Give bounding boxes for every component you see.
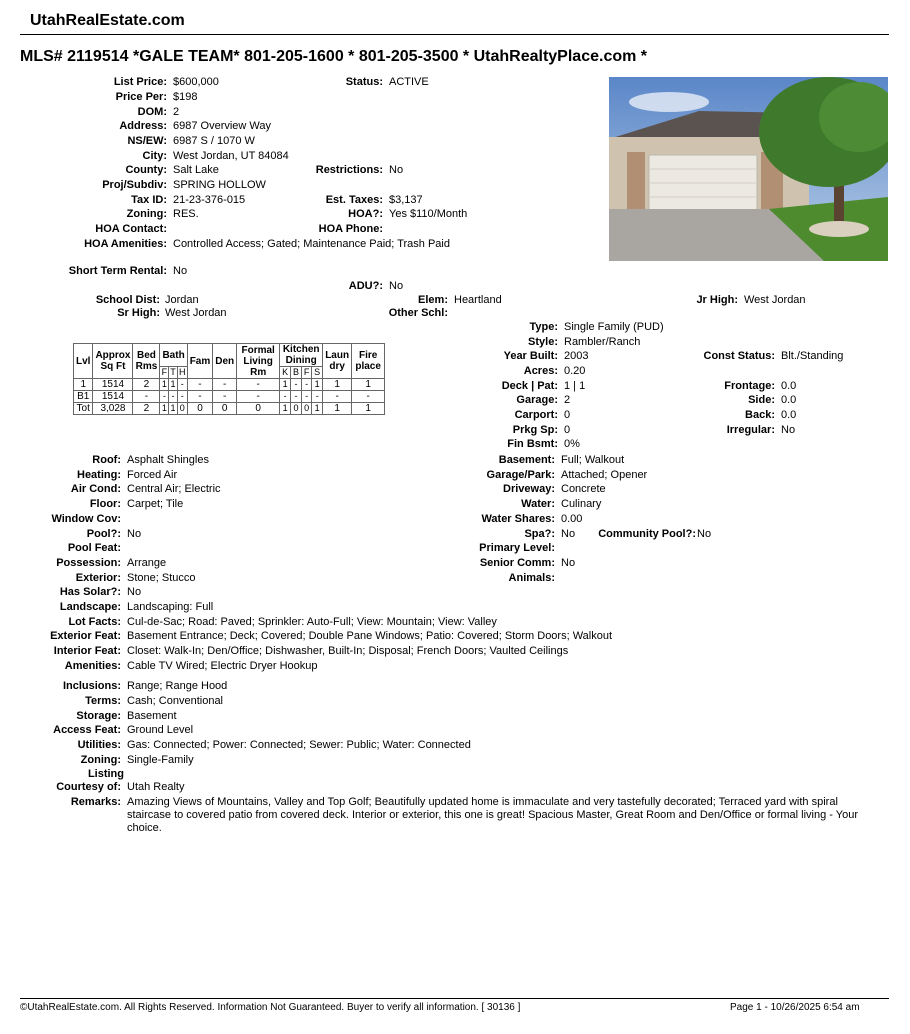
label-deck: Deck | Pat: (501, 380, 558, 392)
sub-kitchen-b: B (291, 367, 302, 379)
label-senior: Senior Comm: (479, 557, 555, 569)
cell: - (187, 391, 213, 403)
value-irregular: No (781, 424, 796, 436)
label-elem: Elem: (418, 294, 448, 306)
label-primary-level: Primary Level: (479, 542, 555, 554)
cell: 1 (352, 379, 385, 391)
cell: - (280, 391, 291, 403)
value-garage-park: Attached; Opener (561, 469, 648, 481)
value-lot-facts: Cul-de-Sac; Road: Paved; Sprinkler: Auto-Full; View: Mountain; View: Valley (127, 616, 497, 628)
label-const-status: Const Status: (703, 350, 775, 362)
label-solar: Has Solar?: (59, 586, 121, 598)
value-frontage: 0.0 (781, 380, 797, 392)
cell: 1514 (93, 379, 133, 391)
value-adu: No (389, 280, 404, 292)
label-jr-high: Jr High: (696, 294, 738, 306)
label-water-shares: Water Shares: (481, 513, 555, 525)
cell: 3,028 (93, 403, 133, 415)
label-list-price: List Price: (113, 76, 167, 88)
label-carport: Carport: (514, 409, 558, 421)
cell: - (133, 391, 160, 403)
cell: 1 (74, 379, 93, 391)
label-utilities: Utilities: (77, 739, 121, 751)
value-nsew: 6987 S / 1070 W (173, 135, 255, 147)
value-prkg: 0 (564, 424, 571, 436)
value-water-shares: 0.00 (561, 513, 583, 525)
label-water: Water: (521, 498, 555, 510)
col-den: Den (213, 344, 237, 379)
house-photo-illustration (609, 77, 888, 261)
label-air-cond: Air Cond: (70, 483, 121, 495)
value-utilities: Gas: Connected; Power: Connected; Sewer: Public; Water: Connected (127, 739, 471, 751)
value-address: 6987 Overview Way (173, 120, 272, 132)
value-est-taxes: $3,137 (389, 194, 423, 206)
col-bed: Bed Rms (133, 344, 160, 379)
label-pool-feat: Pool Feat: (67, 542, 121, 554)
label-year-built: Year Built: (503, 350, 558, 362)
cell: - (352, 391, 385, 403)
value-air-cond: Central Air; Electric (127, 483, 221, 495)
cell: - (213, 379, 237, 391)
label-hoa-contact: HOA Contact: (95, 223, 167, 235)
col-sqft: Approx Sq Ft (93, 344, 133, 379)
value-driveway: Concrete (561, 483, 606, 495)
label-garage-park: Garage/Park: (486, 469, 555, 481)
cell: 0 (213, 403, 237, 415)
cell: - (237, 391, 280, 403)
cell: - (177, 391, 187, 403)
label-fin-bsmt: Fin Bsmt: (507, 438, 558, 450)
value-deck: 1 | 1 (564, 380, 586, 392)
cell: 2 (133, 379, 160, 391)
value-city: West Jordan, UT 84084 (173, 150, 289, 162)
label-terms: Terms: (85, 695, 121, 707)
cell: - (301, 391, 311, 403)
cell: - (237, 379, 280, 391)
value-carport: 0 (564, 409, 571, 421)
listing-header: MLS# 2119514 *GALE TEAM* 801-205-1600 * 801-205-3500 * UtahRealtyPlace.com * (20, 48, 648, 65)
label-community-pool: Community Pool?: (598, 528, 696, 540)
cell: 1 (170, 379, 176, 389)
value-inclusions: Range; Range Hood (127, 680, 228, 692)
value-garage: 2 (564, 394, 571, 406)
value-elem: Heartland (454, 294, 502, 306)
label-remarks: Remarks: (70, 796, 121, 808)
col-fireplace: Fire place (352, 344, 385, 379)
cell: B1 (74, 391, 93, 403)
value-amenities: Cable TV Wired; Electric Dryer Hookup (127, 660, 318, 672)
cell: 1 (161, 403, 167, 413)
room-table (73, 343, 385, 415)
value-status: ACTIVE (389, 76, 429, 88)
value-tax-id: 21-23-376-015 (173, 194, 246, 206)
value-floor: Carpet; Tile (127, 498, 184, 510)
label-driveway: Driveway: (503, 483, 555, 495)
value-basement: Full; Walkout (561, 454, 625, 466)
value-style: Rambler/Ranch (564, 336, 641, 348)
sub-kitchen-k: K (280, 367, 291, 379)
cell: Tot (74, 403, 93, 415)
label-amenities: Amenities: (64, 660, 121, 672)
value-zoning: RES. (173, 208, 199, 220)
value-solar: No (127, 586, 142, 598)
value-possession: Arrange (127, 557, 167, 569)
label-prkg: Prkg Sp: (512, 424, 558, 436)
label-est-taxes: Est. Taxes: (325, 194, 383, 206)
cell: 1 (312, 403, 323, 415)
table-row (74, 379, 385, 391)
col-kitchen: Kitchen Dining (280, 344, 323, 367)
value-type: Single Family (PUD) (564, 321, 664, 333)
label-basement: Basement: (498, 454, 555, 466)
label-ext-feat: Exterior Feat: (50, 630, 121, 642)
cell: 0 (301, 403, 311, 415)
col-laundry: Laun dry (323, 344, 352, 379)
label-zoning: Zoning: (126, 208, 167, 220)
cell: 0 (177, 403, 187, 415)
label-courtesy: Courtesy of: (56, 781, 121, 793)
label-dom: DOM: (137, 106, 167, 118)
value-sr-high: West Jordan (165, 307, 227, 319)
label-floor: Floor: (89, 498, 121, 510)
cell: - (291, 391, 302, 403)
value-ext-feat: Basement Entrance; Deck; Covered; Double Pane Windows; Patio: Covered; Storm Doors; Walkout (127, 630, 613, 642)
value-heating: Forced Air (127, 469, 178, 481)
label-storage: Storage: (76, 710, 121, 722)
value-school-dist: Jordan (165, 294, 199, 306)
label-other-schl: Other Schl: (388, 307, 448, 319)
label-garage: Garage: (516, 394, 558, 406)
value-int-feat: Closet: Walk-In; Den/Office; Dishwasher, Built-In; Disposal; French Doors; Vaulted Ceilings (127, 645, 569, 657)
cell: 1 (323, 379, 352, 391)
value-hoa: Yes $110/Month (389, 208, 468, 220)
cell: 0 (187, 403, 213, 415)
property-photo (609, 77, 888, 261)
value-remarks: Amazing Views of Mountains, Valley and Top Golf; Beautifully updated home is immaculate and very tastefully decorated; Terraced yard with spiral staircase to covered patio from covered deck. Interior or exterior, this one is great! Spacious Master, Great Room and Den/Office or formal living - Your choice. (127, 796, 859, 834)
label-sr-high: Sr High: (117, 307, 160, 319)
label-access: Access Feat: (53, 724, 121, 736)
label-status: Status: (345, 76, 383, 88)
value-back: 0.0 (781, 409, 797, 421)
value-restrictions: No (389, 164, 404, 176)
value-pool: No (127, 528, 142, 540)
label-spa: Spa?: (524, 528, 555, 540)
label-type: Type: (529, 321, 558, 333)
label-lot-facts: Lot Facts: (68, 616, 121, 628)
cell: 1 (280, 403, 291, 415)
value-roof: Asphalt Shingles (127, 454, 209, 466)
label-style: Style: (528, 336, 558, 348)
value-price-per: $198 (173, 91, 198, 103)
cell: - (301, 379, 311, 391)
cell: - (213, 391, 237, 403)
sub-kitchen-f: F (301, 367, 311, 379)
site-logo: UtahRealEstate.com (30, 12, 185, 29)
value-community-pool: No (697, 528, 712, 540)
label-address: Address: (119, 120, 167, 132)
label-pool: Pool?: (86, 528, 121, 540)
cell: 1 (323, 403, 352, 415)
col-fam: Fam (187, 344, 213, 379)
label-short-term: Short Term Rental: (68, 265, 167, 277)
cell: - (187, 379, 213, 391)
cell: - (291, 379, 302, 391)
label-side: Side: (748, 394, 775, 406)
label-listing: Listing (87, 768, 124, 780)
label-city: City: (142, 150, 167, 162)
label-inclusions: Inclusions: (62, 680, 121, 692)
label-zoning-2: Zoning: (80, 754, 121, 766)
value-county: Salt Lake (173, 164, 219, 176)
value-access: Ground Level (127, 724, 194, 736)
cell: - (312, 391, 323, 403)
value-acres: 0.20 (564, 365, 586, 377)
cell: 2 (133, 403, 160, 415)
sub-bath-h: H (179, 367, 186, 377)
value-terms: Cash; Conventional (127, 695, 224, 707)
value-proj: SPRING HOLLOW (173, 179, 266, 191)
value-side: 0.0 (781, 394, 797, 406)
value-water: Culinary (561, 498, 602, 510)
cell: 1 (170, 403, 176, 413)
value-senior: No (561, 557, 576, 569)
sub-bath-t: T (170, 367, 176, 377)
cell: 0 (291, 403, 302, 415)
value-spa: No (561, 528, 576, 540)
label-back: Back: (745, 409, 775, 421)
label-price-per: Price Per: (115, 91, 167, 103)
label-adu: ADU?: (348, 280, 383, 292)
label-frontage: Frontage: (724, 380, 775, 392)
value-year-built: 2003 (564, 350, 589, 362)
label-possession: Possession: (56, 557, 121, 569)
cell: 1 (161, 379, 167, 389)
sub-bath-f: F (161, 367, 168, 377)
footer-divider (20, 998, 889, 999)
label-int-feat: Interior Feat: (53, 645, 121, 657)
value-zoning-2: Single-Family (127, 754, 194, 766)
value-short-term: No (173, 265, 188, 277)
label-landscape: Landscape: (59, 601, 121, 613)
cell: 1 (280, 379, 291, 391)
sub-kitchen-s: S (312, 367, 323, 379)
cell: 0 (237, 403, 280, 415)
cell: 1514 (93, 391, 133, 403)
value-landscape: Landscaping: Full (127, 601, 214, 613)
label-nsew: NS/EW: (127, 135, 167, 147)
cell: - (169, 391, 178, 403)
label-school-dist: School Dist: (95, 294, 160, 306)
label-restrictions: Restrictions: (315, 164, 383, 176)
value-dom: 2 (173, 106, 180, 118)
cell: 1 (352, 403, 385, 415)
footer-copyright: ©UtahRealEstate.com. All Rights Reserved. Information Not Guaranteed. Buyer to verify all information. [ 30136 ] (20, 1002, 521, 1013)
table-row (74, 403, 385, 415)
label-heating: Heating: (77, 469, 121, 481)
label-hoa: HOA?: (348, 208, 383, 220)
value-const-status: Blt./Standing (781, 350, 844, 362)
top-divider (20, 34, 889, 35)
col-bath: Bath (160, 344, 187, 367)
table-row (74, 391, 385, 403)
label-exterior: Exterior: (75, 572, 121, 584)
label-hoa-amenities: HOA Amenities: (84, 238, 167, 250)
label-hoa-phone: HOA Phone: (318, 223, 383, 235)
value-storage: Basement (127, 710, 177, 722)
cell: 1 (312, 379, 323, 391)
footer-page-info: Page 1 - 10/26/2025 6:54 am (730, 1002, 860, 1013)
cell: - (177, 379, 187, 391)
label-animals: Animals: (508, 572, 555, 584)
label-tax-id: Tax ID: (131, 194, 167, 206)
col-formal: Formal Living Rm (237, 344, 280, 379)
label-proj: Proj/Subdiv: (102, 179, 167, 191)
value-list-price: $600,000 (173, 76, 219, 88)
label-roof: Roof: (92, 454, 121, 466)
label-county: County: (125, 164, 167, 176)
col-lvl: Lvl (74, 344, 93, 379)
value-courtesy: Utah Realty (127, 781, 185, 793)
value-hoa-amenities: Controlled Access; Gated; Maintenance Paid; Trash Paid (173, 238, 450, 250)
label-acres: Acres: (523, 365, 558, 377)
value-jr-high: West Jordan (744, 294, 806, 306)
value-exterior: Stone; Stucco (127, 572, 196, 584)
cell: - (160, 391, 169, 403)
value-fin-bsmt: 0% (564, 438, 580, 450)
label-irregular: Irregular: (726, 424, 775, 436)
label-window-cov: Window Cov: (51, 513, 121, 525)
cell: - (323, 391, 352, 403)
